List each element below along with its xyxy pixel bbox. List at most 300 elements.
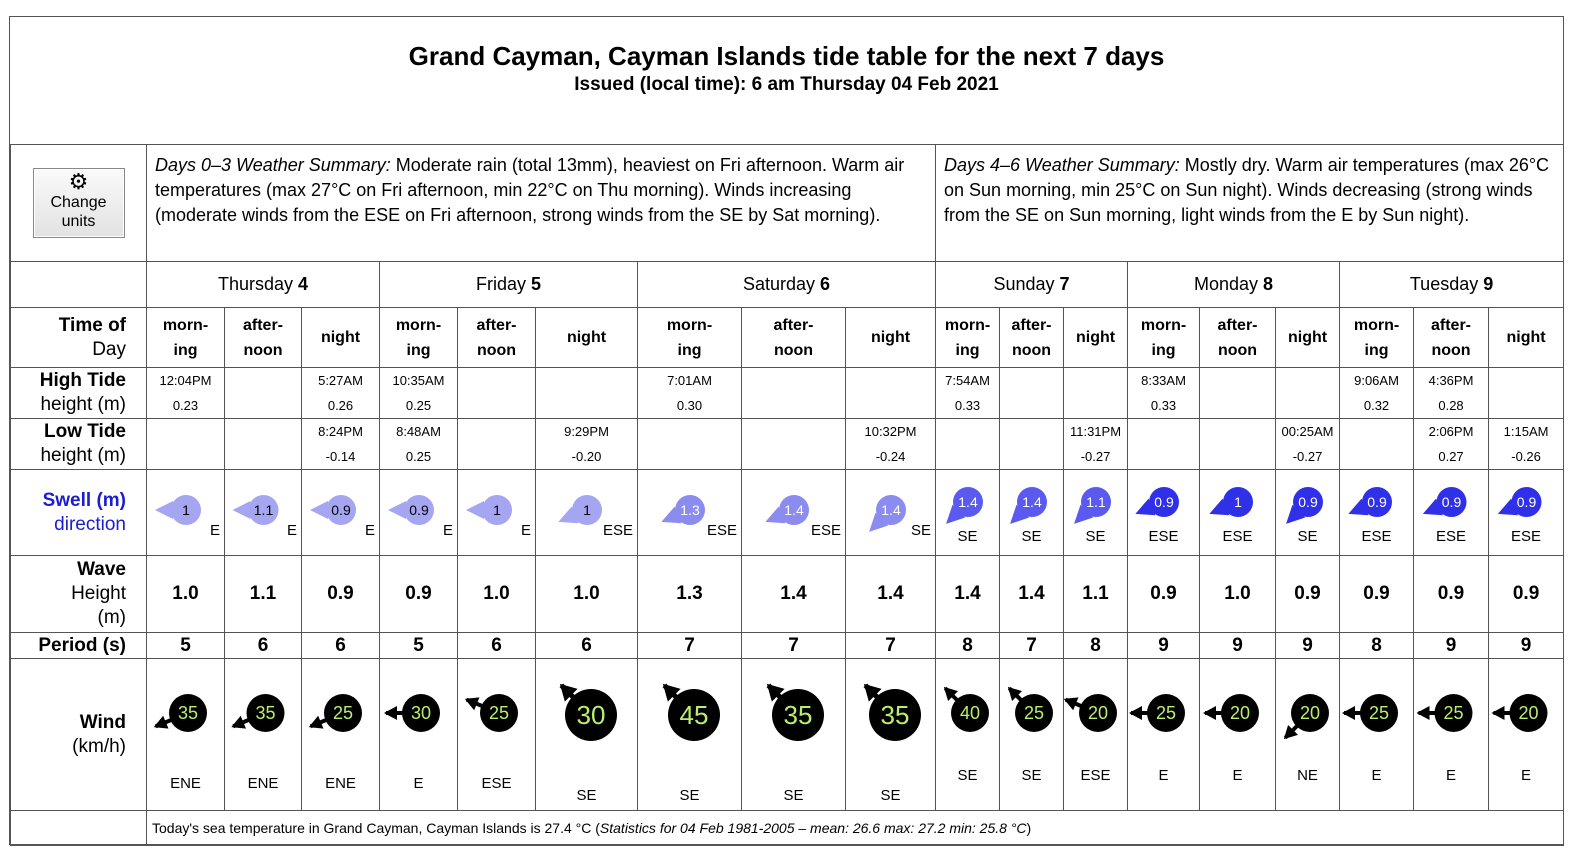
swell-row	[11, 470, 1564, 556]
swell-direction: SE	[1021, 528, 1042, 545]
wind-direction: SE	[957, 767, 978, 784]
swell-direction: ESE	[706, 522, 737, 539]
period-top: morn-	[944, 316, 991, 334]
high-tide-time: 10:35AM	[392, 373, 445, 388]
wave-height-cell: 0.9	[302, 556, 380, 633]
wave-height-cell: 1.4	[742, 556, 846, 633]
high-tide-label	[11, 368, 147, 419]
high-tide-time: 12:04PM	[159, 373, 212, 388]
wind-cell	[1128, 659, 1200, 811]
wind-speed-value: 25	[488, 703, 510, 723]
high-tide-cell	[1489, 368, 1564, 419]
swell-arrowhead	[388, 501, 406, 519]
wind-arrow-icon	[1414, 659, 1489, 810]
day-name: Sunday	[993, 274, 1055, 294]
swell-cell	[302, 470, 380, 556]
swell-arrow-icon	[846, 470, 936, 554]
period-bottom: ing	[955, 341, 980, 359]
wind-label	[11, 659, 147, 811]
swell-direction: SE	[957, 528, 978, 545]
sea-temp-row	[11, 811, 1564, 846]
wind-direction: SE	[679, 787, 700, 804]
high-tide-height: 0.32	[1363, 398, 1390, 413]
high-tide-cell	[846, 368, 936, 419]
low-tide-label	[11, 419, 147, 470]
period-top: night	[1287, 329, 1328, 346]
day-name: Monday	[1193, 274, 1259, 294]
change-units-label-1: Change	[50, 194, 107, 211]
swell-direction: SE	[1297, 528, 1318, 545]
wind-direction: SE	[1021, 767, 1042, 784]
wind-direction: E	[1371, 767, 1382, 784]
high-tide-cell	[936, 368, 1000, 419]
swell-cell	[225, 470, 302, 556]
wind-speed-value: 20	[1088, 703, 1109, 723]
low-tide-height: -0.20	[571, 449, 602, 464]
period-top: after-	[1217, 316, 1258, 334]
wind-speed-value: 35	[880, 700, 910, 730]
wind-arrowhead	[1492, 706, 1505, 720]
wave-height-cell: 1.1	[1064, 556, 1128, 633]
high-tide-time: 7:54AM	[945, 373, 990, 388]
wave-label	[11, 556, 147, 633]
swell-cell	[1128, 470, 1200, 556]
swell-arrowhead	[155, 501, 173, 519]
low-tide-cell	[638, 419, 742, 470]
period-cell: 7	[742, 633, 846, 659]
day-header-row	[11, 262, 1564, 308]
wind-speed-value: 25	[1156, 703, 1177, 723]
wave-height-cell: 1.0	[536, 556, 638, 633]
swell-direction: E	[364, 522, 375, 539]
swell-direction: ESE	[602, 522, 633, 539]
high-tide-time: 5:27AM	[318, 373, 363, 388]
low-tide-row	[11, 419, 1564, 470]
swell-arrow-icon	[536, 470, 638, 554]
period-top: morn-	[1140, 316, 1187, 334]
wind-speed-value: 40	[960, 703, 981, 723]
swell-value: 1.1	[1086, 494, 1106, 510]
day-number: 8	[1263, 274, 1274, 294]
swell-value: 1	[583, 502, 591, 518]
wave-height-cell: 0.9	[1489, 556, 1564, 633]
swell-direction: ESE	[810, 522, 841, 539]
time-of-day-label-line-0: Time of	[58, 314, 126, 336]
swell-value: 0.9	[1298, 494, 1318, 510]
wind-direction: ENE	[247, 775, 279, 792]
low-tide-cell	[1064, 419, 1128, 470]
period-top: after-	[476, 316, 517, 334]
wind-direction: E	[1521, 767, 1532, 784]
period-top: night	[566, 329, 607, 346]
wind-direction: E	[1446, 767, 1457, 784]
high-tide-height: 0.30	[676, 398, 703, 413]
swell-direction: ESE	[1511, 528, 1542, 545]
wind-label-line-1: (km/h)	[72, 735, 126, 757]
low-tide-cell	[1340, 419, 1414, 470]
wave-height-cell: 1.3	[638, 556, 742, 633]
swell-cell	[1200, 470, 1276, 556]
swell-value: 0.9	[1516, 494, 1537, 510]
wind-speed-value: 25	[1369, 703, 1390, 723]
swell-value: 0.9	[1441, 494, 1462, 510]
low-tide-time: 8:48AM	[396, 424, 441, 439]
wind-direction: E	[1232, 767, 1243, 784]
wind-speed-value: 25	[1024, 703, 1045, 723]
period-label-text: Period (s)	[38, 634, 126, 656]
time-of-day-cell	[302, 308, 380, 368]
day-name: Tuesday	[1409, 274, 1479, 294]
swell-direction: ESE	[1148, 528, 1179, 545]
high-tide-height: 0.23	[172, 398, 199, 413]
swell-arrowhead	[233, 501, 251, 519]
period-label	[11, 633, 147, 659]
wave-height-cell: 0.9	[1128, 556, 1200, 633]
swell-value: 0.9	[1154, 494, 1174, 510]
period-cell: 8	[1064, 633, 1128, 659]
wind-speed-value: 30	[576, 700, 606, 730]
time-of-day-cell	[1128, 308, 1200, 368]
wave-height-cell: 0.9	[380, 556, 458, 633]
swell-direction: E	[442, 522, 453, 539]
time-of-day-cell	[638, 308, 742, 368]
wave-label-line-2: (m)	[97, 607, 126, 628]
wind-direction: ESE	[481, 775, 512, 792]
wind-arrow-icon	[1200, 659, 1276, 810]
day-name: Thursday	[217, 274, 293, 294]
wind-speed-value: 35	[255, 703, 276, 723]
summary-row	[11, 145, 1564, 262]
swell-value: 1.3	[680, 502, 700, 518]
wind-direction: ENE	[170, 775, 201, 792]
high-tide-time: 7:01AM	[667, 373, 712, 388]
sea-temp-close: )	[1026, 820, 1032, 836]
period-bottom: noon	[243, 341, 283, 359]
period-bottom: ing	[1151, 341, 1176, 359]
wave-row	[11, 556, 1564, 633]
day-header-sunday	[936, 262, 1128, 308]
low-tide-cell	[846, 419, 936, 470]
time-of-day-cell	[536, 308, 638, 368]
period-cell: 7	[846, 633, 936, 659]
period-row	[11, 633, 1564, 659]
wind-arrow-icon	[936, 659, 1000, 810]
wind-arrow-icon	[1276, 659, 1340, 810]
swell-direction: SE	[1085, 528, 1106, 545]
wind-cell	[302, 659, 380, 811]
wind-cell	[1340, 659, 1414, 811]
high-tide-row	[11, 368, 1564, 419]
wave-height-cell: 0.9	[1414, 556, 1489, 633]
swell-cell	[380, 470, 458, 556]
swell-cell	[1064, 470, 1128, 556]
time-of-day-cell	[1489, 308, 1564, 368]
high-tide-cell	[380, 368, 458, 419]
high-tide-cell	[225, 368, 302, 419]
swell-value: 1.4	[881, 502, 901, 518]
gear-icon: ⚙	[68, 169, 89, 194]
wind-arrowhead	[384, 706, 397, 720]
wave-label-line-0: Wave	[77, 559, 126, 580]
wind-direction: NE	[1297, 767, 1318, 784]
swell-cell	[536, 470, 638, 556]
period-top: morn-	[666, 316, 713, 334]
low-tide-height: -0.27	[1080, 449, 1111, 464]
units-cell	[11, 145, 147, 262]
period-cell: 7	[1000, 633, 1064, 659]
wind-direction: SE	[783, 787, 804, 804]
period-top: after-	[1011, 316, 1052, 334]
wind-direction: E	[1158, 767, 1169, 784]
swell-cell	[1414, 470, 1489, 556]
time-of-day-cell	[742, 308, 846, 368]
period-bottom: ing	[406, 341, 431, 359]
wind-arrow-icon	[1340, 659, 1414, 810]
change-units-button[interactable]	[33, 168, 125, 238]
period-top: morn-	[1353, 316, 1400, 334]
period-top: morn-	[395, 316, 442, 334]
wind-cell	[1000, 659, 1064, 811]
swell-value: 1	[1234, 494, 1242, 510]
swell-arrow-icon	[742, 470, 846, 554]
high-tide-label-line-0: High Tide	[39, 370, 126, 391]
high-tide-height: 0.25	[405, 398, 432, 413]
swell-arrow-icon	[380, 470, 458, 554]
swell-arrow-icon	[458, 470, 536, 554]
high-tide-time: 9:06AM	[1354, 373, 1399, 388]
low-tide-height: -0.24	[875, 449, 906, 464]
swell-direction: E	[209, 522, 220, 539]
period-cell: 8	[1340, 633, 1414, 659]
wind-arrow-icon	[1000, 659, 1064, 810]
summary-days-0-3	[147, 145, 936, 262]
swell-value: 1	[182, 502, 190, 518]
wave-height-cell: 1.4	[846, 556, 936, 633]
wind-cell	[380, 659, 458, 811]
day-number: 4	[298, 274, 309, 294]
high-tide-cell	[1128, 368, 1200, 419]
day-number: 5	[531, 274, 542, 294]
wind-cell	[225, 659, 302, 811]
high-tide-cell	[1414, 368, 1489, 419]
high-tide-cell	[638, 368, 742, 419]
wave-height-cell: 1.1	[225, 556, 302, 633]
wind-cell	[638, 659, 742, 811]
period-top: after-	[242, 316, 283, 334]
low-tide-label-line-0: Low Tide	[44, 421, 126, 442]
period-cell: 5	[380, 633, 458, 659]
low-tide-time: 8:24PM	[318, 424, 363, 439]
swell-value: 0.9	[1367, 494, 1387, 510]
period-bottom: ing	[677, 341, 702, 359]
period-bottom: noon	[476, 341, 517, 359]
low-tide-cell	[1414, 419, 1489, 470]
time-of-day-cell	[458, 308, 536, 368]
time-of-day-label	[11, 308, 147, 368]
time-of-day-cell	[225, 308, 302, 368]
wind-direction: SE	[880, 787, 901, 804]
swell-arrowhead	[310, 501, 328, 519]
day-number: 7	[1059, 274, 1070, 294]
time-of-day-cell	[1000, 308, 1064, 368]
low-tide-height: -0.26	[1511, 449, 1541, 464]
page-title: Grand Cayman, Cayman Islands tide table for the next 7 days	[408, 41, 1165, 71]
day-name: Friday	[475, 274, 526, 294]
low-tide-cell	[1000, 419, 1064, 470]
period-top: night	[1075, 329, 1116, 346]
day-name: Saturday	[742, 274, 816, 294]
swell-direction: ESE	[1361, 528, 1392, 545]
period-cell: 9	[1128, 633, 1200, 659]
summary-text: Moderate rain (total 13mm), heaviest on Fri afternoon. Warm air temperatures (max 27°C on Fri afternoon, min 22°C on Thu morning). Winds increasing (moderate winds from the ESE on Fri afternoon, strong winds from the SE by Sat morning).	[155, 155, 905, 225]
title-area	[10, 17, 1563, 145]
swell-value: 1.1	[253, 502, 274, 518]
high-tide-time: 8:33AM	[1141, 373, 1186, 388]
high-tide-cell	[1064, 368, 1128, 419]
swell-direction: E	[520, 522, 531, 539]
high-tide-cell	[1276, 368, 1340, 419]
wave-height-cell: 1.4	[936, 556, 1000, 633]
time-of-day-cell	[846, 308, 936, 368]
high-tide-height: 0.26	[327, 398, 354, 413]
low-tide-time: 9:29PM	[564, 424, 609, 439]
high-tide-height: 0.33	[1150, 398, 1177, 413]
swell-value: 0.9	[409, 502, 429, 518]
swell-value: 1.4	[1022, 494, 1042, 510]
summary-days-4-6	[936, 145, 1564, 262]
wind-cell	[1414, 659, 1489, 811]
swell-label-line-1: direction	[54, 513, 126, 535]
swell-cell	[1276, 470, 1340, 556]
low-tide-time: 2:06PM	[1428, 424, 1474, 439]
wave-height-cell: 1.4	[1000, 556, 1064, 633]
time-of-day-cell	[1276, 308, 1340, 368]
day-number: 6	[820, 274, 831, 294]
wind-cell	[1489, 659, 1564, 811]
swell-arrow-icon	[302, 470, 380, 554]
summary-heading: Days 4–6 Weather Summary:	[944, 155, 1180, 175]
swell-direction: ESE	[1436, 528, 1467, 545]
wind-direction: ENE	[325, 775, 356, 792]
high-tide-cell	[1000, 368, 1064, 419]
wind-speed-value: 45	[679, 700, 709, 730]
swell-arrowhead	[466, 501, 484, 519]
period-bottom: ing	[1364, 341, 1389, 359]
period-cell: 6	[225, 633, 302, 659]
swell-arrow-icon	[147, 470, 225, 554]
wave-height-cell: 1.0	[147, 556, 225, 633]
summary-heading: Days 0–3 Weather Summary:	[155, 155, 391, 175]
time-of-day-cell	[1414, 308, 1489, 368]
high-tide-height: 0.33	[954, 398, 981, 413]
low-tide-cell	[742, 419, 846, 470]
high-tide-time: 4:36PM	[1428, 373, 1474, 388]
wind-speed-value: 35	[177, 703, 199, 723]
sea-temp-text: Today's sea temperature in Grand Cayman, Cayman Islands is 27.4 °C (	[152, 820, 600, 836]
period-cell: 7	[638, 633, 742, 659]
wind-cell	[936, 659, 1000, 811]
high-tide-cell	[536, 368, 638, 419]
day-header-saturday	[638, 262, 936, 308]
low-tide-cell	[1128, 419, 1200, 470]
time-of-day-cell	[1340, 308, 1414, 368]
swell-value: 1.4	[784, 502, 804, 518]
wind-cell	[147, 659, 225, 811]
wind-arrow-icon	[1128, 659, 1200, 810]
wind-speed-value: 20	[1230, 703, 1251, 723]
wind-cell	[742, 659, 846, 811]
wave-label-line-1: Height	[71, 583, 126, 604]
wind-speed-value: 25	[1443, 703, 1464, 723]
low-tide-height: -0.14	[325, 449, 356, 464]
low-tide-cell	[536, 419, 638, 470]
swell-cell	[1340, 470, 1414, 556]
swell-label-line-0: Swell (m)	[42, 489, 126, 511]
wind-speed-value: 35	[783, 700, 813, 730]
period-bottom: ing	[173, 341, 198, 359]
period-cell: 9	[1489, 633, 1564, 659]
swell-value: 1	[493, 502, 501, 518]
period-top: night	[1506, 329, 1546, 346]
period-cell: 9	[1276, 633, 1340, 659]
low-tide-cell	[936, 419, 1000, 470]
day-header-tuesday	[1340, 262, 1564, 308]
low-tide-cell	[1489, 419, 1564, 470]
high-tide-cell	[1200, 368, 1276, 419]
period-cell: 9	[1200, 633, 1276, 659]
high-tide-cell	[302, 368, 380, 419]
time-of-day-cell	[380, 308, 458, 368]
low-tide-time: 00:25AM	[1281, 424, 1334, 439]
swell-arrow-icon	[225, 470, 302, 554]
wind-speed-value: 20	[1518, 703, 1539, 723]
high-tide-cell	[147, 368, 225, 419]
time-of-day-cell	[936, 308, 1000, 368]
wind-arrowhead	[1129, 706, 1142, 720]
low-tide-time: 10:32PM	[864, 424, 917, 439]
wind-cell	[1064, 659, 1128, 811]
low-tide-height: 0.27	[1438, 449, 1464, 464]
wind-arrowhead	[1342, 706, 1355, 720]
period-top: after-	[1431, 316, 1472, 334]
summary-text: Mostly dry. Warm air temperatures (max 26°C on Sun morning, min 25°C on Sun night). Winds decreasing (strong winds from the SE on Sun morning, light winds from the E by Sun night).	[944, 155, 1550, 225]
wave-height-cell: 1.0	[458, 556, 536, 633]
low-tide-height: 0.25	[405, 449, 432, 464]
time-of-day-cell	[147, 308, 225, 368]
high-tide-cell	[742, 368, 846, 419]
swell-cell	[1000, 470, 1064, 556]
swell-value: 1.4	[958, 494, 978, 510]
sea-temp-stats: Statistics for 04 Feb 1981-2005 – mean: 26.6 max: 27.2 min: 25.8 °C	[599, 820, 1027, 836]
low-tide-cell	[458, 419, 536, 470]
low-tide-cell	[302, 419, 380, 470]
wind-arrow-icon	[1064, 659, 1128, 810]
wind-speed-value: 30	[410, 703, 432, 723]
swell-cell	[936, 470, 1000, 556]
swell-cell	[147, 470, 225, 556]
period-bottom: noon	[1011, 341, 1052, 359]
tide-table-frame	[9, 16, 1564, 845]
wave-height-cell: 0.9	[1276, 556, 1340, 633]
period-bottom: noon	[1217, 341, 1258, 359]
time-of-day-row	[11, 308, 1564, 368]
tide-table	[10, 144, 1564, 846]
period-cell: 9	[1414, 633, 1489, 659]
wind-direction: SE	[576, 787, 597, 804]
period-cell: 5	[147, 633, 225, 659]
wind-cell	[536, 659, 638, 811]
period-top: night	[870, 329, 911, 346]
